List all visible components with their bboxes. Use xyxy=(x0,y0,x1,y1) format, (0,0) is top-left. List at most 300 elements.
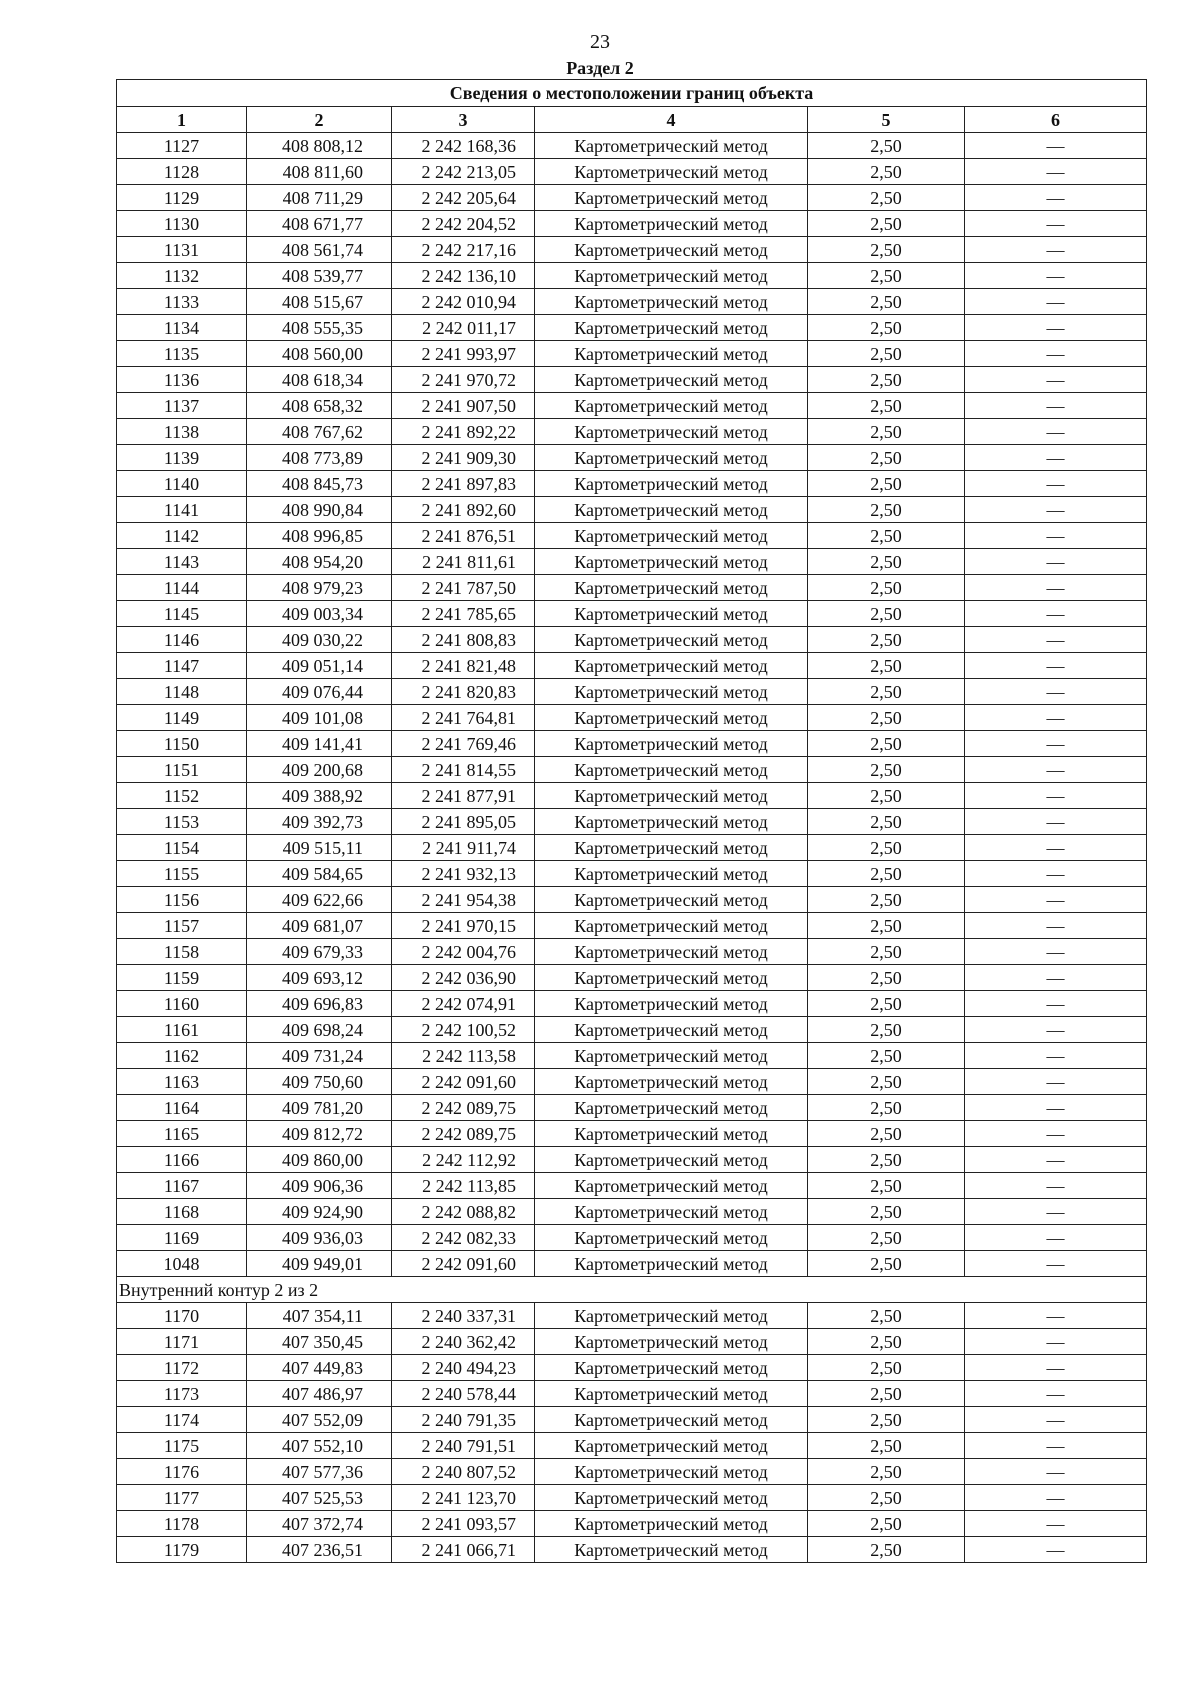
x-coordinate-cell: 407 525,53 xyxy=(247,1485,392,1511)
point-number-cell: 1159 xyxy=(117,965,247,991)
method-cell: Картометрический метод xyxy=(535,809,808,835)
method-cell: Картометрический метод xyxy=(535,1433,808,1459)
table-row xyxy=(117,1069,1147,1095)
description-cell: — xyxy=(965,1537,1147,1563)
table-row xyxy=(117,1511,1147,1537)
y-coordinate-cell: 2 241 785,65 xyxy=(392,601,535,627)
description-cell: — xyxy=(965,1433,1147,1459)
description-cell: — xyxy=(965,289,1147,315)
y-coordinate-cell: 2 242 213,05 xyxy=(392,159,535,185)
description-cell: — xyxy=(965,575,1147,601)
point-number-cell: 1166 xyxy=(117,1147,247,1173)
y-coordinate-cell: 2 241 814,55 xyxy=(392,757,535,783)
point-number-cell: 1167 xyxy=(117,1173,247,1199)
accuracy-cell: 2,50 xyxy=(808,835,965,861)
accuracy-cell: 2,50 xyxy=(808,1381,965,1407)
method-cell: Картометрический метод xyxy=(535,1511,808,1537)
x-coordinate-cell: 409 515,11 xyxy=(247,835,392,861)
point-number-cell: 1135 xyxy=(117,341,247,367)
point-number-cell: 1136 xyxy=(117,367,247,393)
point-number-cell: 1129 xyxy=(117,185,247,211)
point-number-cell: 1144 xyxy=(117,575,247,601)
method-cell: Картометрический метод xyxy=(535,367,808,393)
x-coordinate-cell: 409 051,14 xyxy=(247,653,392,679)
description-cell: — xyxy=(965,965,1147,991)
description-cell: — xyxy=(965,939,1147,965)
point-number-cell: 1146 xyxy=(117,627,247,653)
point-number-cell: 1127 xyxy=(117,133,247,159)
y-coordinate-cell: 2 241 808,83 xyxy=(392,627,535,653)
table-row xyxy=(117,783,1147,809)
method-cell: Картометрический метод xyxy=(535,887,808,913)
accuracy-cell: 2,50 xyxy=(808,367,965,393)
method-cell: Картометрический метод xyxy=(535,757,808,783)
method-cell: Картометрический метод xyxy=(535,783,808,809)
point-number-cell: 1174 xyxy=(117,1407,247,1433)
table-row xyxy=(117,1459,1147,1485)
accuracy-cell: 2,50 xyxy=(808,679,965,705)
x-coordinate-cell: 408 996,85 xyxy=(247,523,392,549)
description-cell: — xyxy=(965,1121,1147,1147)
y-coordinate-cell: 2 242 100,52 xyxy=(392,1017,535,1043)
point-number-cell: 1138 xyxy=(117,419,247,445)
description-cell: — xyxy=(965,991,1147,1017)
description-cell: — xyxy=(965,809,1147,835)
method-cell: Картометрический метод xyxy=(535,653,808,679)
y-coordinate-cell: 2 240 791,35 xyxy=(392,1407,535,1433)
table-body xyxy=(117,133,1147,1563)
y-coordinate-cell: 2 242 205,64 xyxy=(392,185,535,211)
method-cell: Картометрический метод xyxy=(535,861,808,887)
table-row xyxy=(117,1303,1147,1329)
method-cell: Картометрический метод xyxy=(535,1303,808,1329)
y-coordinate-cell: 2 242 168,36 xyxy=(392,133,535,159)
y-coordinate-cell: 2 242 082,33 xyxy=(392,1225,535,1251)
page-number: 23 xyxy=(590,31,610,53)
table-row xyxy=(117,731,1147,757)
y-coordinate-cell: 2 240 494,23 xyxy=(392,1355,535,1381)
accuracy-cell: 2,50 xyxy=(808,263,965,289)
y-coordinate-cell: 2 242 112,92 xyxy=(392,1147,535,1173)
point-number-cell: 1163 xyxy=(117,1069,247,1095)
y-coordinate-cell: 2 241 911,74 xyxy=(392,835,535,861)
description-cell: — xyxy=(965,913,1147,939)
x-coordinate-cell: 409 936,03 xyxy=(247,1225,392,1251)
table-row xyxy=(117,445,1147,471)
y-coordinate-cell: 2 241 892,22 xyxy=(392,419,535,445)
description-cell: — xyxy=(965,211,1147,237)
x-coordinate-cell: 408 658,32 xyxy=(247,393,392,419)
description-cell: — xyxy=(965,601,1147,627)
y-coordinate-cell: 2 242 088,82 xyxy=(392,1199,535,1225)
table-row xyxy=(117,1329,1147,1355)
description-cell: — xyxy=(965,315,1147,341)
method-cell: Картометрический метод xyxy=(535,1147,808,1173)
point-number-cell: 1145 xyxy=(117,601,247,627)
y-coordinate-cell: 2 241 954,38 xyxy=(392,887,535,913)
point-number-cell: 1157 xyxy=(117,913,247,939)
y-coordinate-cell: 2 241 093,57 xyxy=(392,1511,535,1537)
accuracy-cell: 2,50 xyxy=(808,1095,965,1121)
accuracy-cell: 2,50 xyxy=(808,1225,965,1251)
table-row xyxy=(117,1355,1147,1381)
x-coordinate-cell: 409 076,44 xyxy=(247,679,392,705)
y-coordinate-cell: 2 241 907,50 xyxy=(392,393,535,419)
y-coordinate-cell: 2 242 113,85 xyxy=(392,1173,535,1199)
y-coordinate-cell: 2 240 362,42 xyxy=(392,1329,535,1355)
x-coordinate-cell: 408 990,84 xyxy=(247,497,392,523)
method-cell: Картометрический метод xyxy=(535,1017,808,1043)
x-coordinate-cell: 409 750,60 xyxy=(247,1069,392,1095)
x-coordinate-cell: 409 949,01 xyxy=(247,1251,392,1277)
x-coordinate-cell: 408 767,62 xyxy=(247,419,392,445)
x-coordinate-cell: 407 350,45 xyxy=(247,1329,392,1355)
description-cell: — xyxy=(965,835,1147,861)
accuracy-cell: 2,50 xyxy=(808,939,965,965)
point-number-cell: 1169 xyxy=(117,1225,247,1251)
table-row xyxy=(117,1537,1147,1563)
table-row xyxy=(117,185,1147,211)
description-cell: — xyxy=(965,653,1147,679)
method-cell: Картометрический метод xyxy=(535,1121,808,1147)
table-row xyxy=(117,1147,1147,1173)
description-cell: — xyxy=(965,1407,1147,1433)
table-row xyxy=(117,237,1147,263)
method-cell: Картометрический метод xyxy=(535,523,808,549)
accuracy-cell: 2,50 xyxy=(808,783,965,809)
point-number-cell: 1148 xyxy=(117,679,247,705)
table-row xyxy=(117,367,1147,393)
table-row xyxy=(117,991,1147,1017)
description-cell: — xyxy=(965,1251,1147,1277)
point-number-cell: 1175 xyxy=(117,1433,247,1459)
x-coordinate-cell: 409 860,00 xyxy=(247,1147,392,1173)
table-row xyxy=(117,549,1147,575)
y-coordinate-cell: 2 241 932,13 xyxy=(392,861,535,887)
description-cell: — xyxy=(965,1459,1147,1485)
point-number-cell: 1132 xyxy=(117,263,247,289)
y-coordinate-cell: 2 242 011,17 xyxy=(392,315,535,341)
x-coordinate-cell: 409 101,08 xyxy=(247,705,392,731)
accuracy-cell: 2,50 xyxy=(808,1433,965,1459)
description-cell: — xyxy=(965,705,1147,731)
y-coordinate-cell: 2 242 004,76 xyxy=(392,939,535,965)
point-number-cell: 1173 xyxy=(117,1381,247,1407)
accuracy-cell: 2,50 xyxy=(808,185,965,211)
x-coordinate-cell: 408 954,20 xyxy=(247,549,392,575)
method-cell: Картометрический метод xyxy=(535,1225,808,1251)
method-cell: Картометрический метод xyxy=(535,913,808,939)
x-coordinate-cell: 409 731,24 xyxy=(247,1043,392,1069)
x-coordinate-cell: 408 539,77 xyxy=(247,263,392,289)
point-number-cell: 1151 xyxy=(117,757,247,783)
description-cell: — xyxy=(965,471,1147,497)
table-row xyxy=(117,393,1147,419)
y-coordinate-cell: 2 241 123,70 xyxy=(392,1485,535,1511)
x-coordinate-cell: 408 618,34 xyxy=(247,367,392,393)
method-cell: Картометрический метод xyxy=(535,731,808,757)
table-row xyxy=(117,679,1147,705)
table-row xyxy=(117,341,1147,367)
description-cell: — xyxy=(965,549,1147,575)
x-coordinate-cell: 409 698,24 xyxy=(247,1017,392,1043)
y-coordinate-cell: 2 241 820,83 xyxy=(392,679,535,705)
y-coordinate-cell: 2 241 993,97 xyxy=(392,341,535,367)
point-number-cell: 1178 xyxy=(117,1511,247,1537)
method-cell: Картометрический метод xyxy=(535,237,808,263)
table-row xyxy=(117,497,1147,523)
x-coordinate-cell: 409 003,34 xyxy=(247,601,392,627)
x-coordinate-cell: 408 671,77 xyxy=(247,211,392,237)
method-cell: Картометрический метод xyxy=(535,497,808,523)
method-cell: Картометрический метод xyxy=(535,341,808,367)
point-number-cell: 1155 xyxy=(117,861,247,887)
description-cell: — xyxy=(965,1069,1147,1095)
y-coordinate-cell: 2 240 578,44 xyxy=(392,1381,535,1407)
description-cell: — xyxy=(965,1225,1147,1251)
point-number-cell: 1133 xyxy=(117,289,247,315)
x-coordinate-cell: 408 773,89 xyxy=(247,445,392,471)
y-coordinate-cell: 2 241 769,46 xyxy=(392,731,535,757)
method-cell: Картометрический метод xyxy=(535,315,808,341)
point-number-cell: 1165 xyxy=(117,1121,247,1147)
description-cell: — xyxy=(965,731,1147,757)
method-cell: Картометрический метод xyxy=(535,1407,808,1433)
description-cell: — xyxy=(965,367,1147,393)
y-coordinate-cell: 2 242 089,75 xyxy=(392,1121,535,1147)
method-cell: Картометрический метод xyxy=(535,211,808,237)
x-coordinate-cell: 408 515,67 xyxy=(247,289,392,315)
method-cell: Картометрический метод xyxy=(535,1069,808,1095)
table-row xyxy=(117,1433,1147,1459)
point-number-cell: 1149 xyxy=(117,705,247,731)
y-coordinate-cell: 2 241 895,05 xyxy=(392,809,535,835)
accuracy-cell: 2,50 xyxy=(808,1199,965,1225)
x-coordinate-cell: 409 392,73 xyxy=(247,809,392,835)
accuracy-cell: 2,50 xyxy=(808,1303,965,1329)
point-number-cell: 1153 xyxy=(117,809,247,835)
description-cell: — xyxy=(965,783,1147,809)
accuracy-cell: 2,50 xyxy=(808,1251,965,1277)
x-coordinate-cell: 407 449,83 xyxy=(247,1355,392,1381)
table-row xyxy=(117,159,1147,185)
table-row xyxy=(117,627,1147,653)
point-number-cell: 1172 xyxy=(117,1355,247,1381)
table-row xyxy=(117,757,1147,783)
accuracy-cell: 2,50 xyxy=(808,1329,965,1355)
y-coordinate-cell: 2 241 811,61 xyxy=(392,549,535,575)
column-header-5: 5 xyxy=(808,107,965,133)
x-coordinate-cell: 408 979,23 xyxy=(247,575,392,601)
group-label-row xyxy=(117,1277,1147,1303)
table-row xyxy=(117,1485,1147,1511)
point-number-cell: 1142 xyxy=(117,523,247,549)
description-cell: — xyxy=(965,263,1147,289)
point-number-cell: 1177 xyxy=(117,1485,247,1511)
x-coordinate-cell: 407 236,51 xyxy=(247,1537,392,1563)
method-cell: Картометрический метод xyxy=(535,133,808,159)
accuracy-cell: 2,50 xyxy=(808,315,965,341)
description-cell: — xyxy=(965,1381,1147,1407)
method-cell: Картометрический метод xyxy=(535,419,808,445)
column-header-2: 2 xyxy=(247,107,392,133)
accuracy-cell: 2,50 xyxy=(808,1485,965,1511)
y-coordinate-cell: 2 242 036,90 xyxy=(392,965,535,991)
accuracy-cell: 2,50 xyxy=(808,237,965,263)
accuracy-cell: 2,50 xyxy=(808,211,965,237)
y-coordinate-cell: 2 241 877,91 xyxy=(392,783,535,809)
accuracy-cell: 2,50 xyxy=(808,1017,965,1043)
y-coordinate-cell: 2 241 897,83 xyxy=(392,471,535,497)
accuracy-cell: 2,50 xyxy=(808,757,965,783)
x-coordinate-cell: 409 681,07 xyxy=(247,913,392,939)
point-number-cell: 1137 xyxy=(117,393,247,419)
y-coordinate-cell: 2 241 066,71 xyxy=(392,1537,535,1563)
description-cell: — xyxy=(965,1147,1147,1173)
point-number-cell: 1156 xyxy=(117,887,247,913)
x-coordinate-cell: 409 200,68 xyxy=(247,757,392,783)
point-number-cell: 1134 xyxy=(117,315,247,341)
accuracy-cell: 2,50 xyxy=(808,731,965,757)
table-row xyxy=(117,887,1147,913)
method-cell: Картометрический метод xyxy=(535,1355,808,1381)
column-header-1: 1 xyxy=(117,107,247,133)
table-row xyxy=(117,1225,1147,1251)
point-number-cell: 1140 xyxy=(117,471,247,497)
method-cell: Картометрический метод xyxy=(535,185,808,211)
table-row xyxy=(117,1251,1147,1277)
point-number-cell: 1131 xyxy=(117,237,247,263)
description-cell: — xyxy=(965,393,1147,419)
accuracy-cell: 2,50 xyxy=(808,627,965,653)
table-row xyxy=(117,1173,1147,1199)
point-number-cell: 1143 xyxy=(117,549,247,575)
table-row xyxy=(117,861,1147,887)
y-coordinate-cell: 2 240 791,51 xyxy=(392,1433,535,1459)
table-row xyxy=(117,601,1147,627)
point-number-cell: 1170 xyxy=(117,1303,247,1329)
x-coordinate-cell: 408 811,60 xyxy=(247,159,392,185)
method-cell: Картометрический метод xyxy=(535,965,808,991)
accuracy-cell: 2,50 xyxy=(808,471,965,497)
x-coordinate-cell: 407 577,36 xyxy=(247,1459,392,1485)
accuracy-cell: 2,50 xyxy=(808,1537,965,1563)
accuracy-cell: 2,50 xyxy=(808,965,965,991)
group-label: Внутренний контур 2 из 2 xyxy=(117,1277,1147,1303)
accuracy-cell: 2,50 xyxy=(808,991,965,1017)
accuracy-cell: 2,50 xyxy=(808,861,965,887)
method-cell: Картометрический метод xyxy=(535,705,808,731)
table-row xyxy=(117,1199,1147,1225)
column-header-4: 4 xyxy=(535,107,808,133)
method-cell: Картометрический метод xyxy=(535,939,808,965)
y-coordinate-cell: 2 242 074,91 xyxy=(392,991,535,1017)
description-cell: — xyxy=(965,159,1147,185)
x-coordinate-cell: 409 030,22 xyxy=(247,627,392,653)
x-coordinate-cell: 409 696,83 xyxy=(247,991,392,1017)
accuracy-cell: 2,50 xyxy=(808,887,965,913)
description-cell: — xyxy=(965,887,1147,913)
x-coordinate-cell: 409 693,12 xyxy=(247,965,392,991)
method-cell: Картометрический метод xyxy=(535,1251,808,1277)
table-row xyxy=(117,575,1147,601)
x-coordinate-cell: 409 584,65 xyxy=(247,861,392,887)
accuracy-cell: 2,50 xyxy=(808,1121,965,1147)
description-cell: — xyxy=(965,1199,1147,1225)
y-coordinate-cell: 2 242 136,10 xyxy=(392,263,535,289)
method-cell: Картометрический метод xyxy=(535,1095,808,1121)
method-cell: Картометрический метод xyxy=(535,835,808,861)
description-cell: — xyxy=(965,1485,1147,1511)
accuracy-cell: 2,50 xyxy=(808,445,965,471)
x-coordinate-cell: 407 552,10 xyxy=(247,1433,392,1459)
x-coordinate-cell: 408 555,35 xyxy=(247,315,392,341)
x-coordinate-cell: 408 561,74 xyxy=(247,237,392,263)
table-caption: Сведения о местоположении границ объекта xyxy=(117,80,1147,107)
column-header-3: 3 xyxy=(392,107,535,133)
method-cell: Картометрический метод xyxy=(535,575,808,601)
accuracy-cell: 2,50 xyxy=(808,393,965,419)
y-coordinate-cell: 2 241 764,81 xyxy=(392,705,535,731)
point-number-cell: 1147 xyxy=(117,653,247,679)
description-cell: — xyxy=(965,1043,1147,1069)
method-cell: Картометрический метод xyxy=(535,471,808,497)
table-row xyxy=(117,289,1147,315)
description-cell: — xyxy=(965,1303,1147,1329)
y-coordinate-cell: 2 240 337,31 xyxy=(392,1303,535,1329)
method-cell: Картометрический метод xyxy=(535,445,808,471)
accuracy-cell: 2,50 xyxy=(808,575,965,601)
x-coordinate-cell: 409 781,20 xyxy=(247,1095,392,1121)
x-coordinate-cell: 409 906,36 xyxy=(247,1173,392,1199)
point-number-cell: 1139 xyxy=(117,445,247,471)
point-number-cell: 1141 xyxy=(117,497,247,523)
y-coordinate-cell: 2 241 876,51 xyxy=(392,523,535,549)
accuracy-cell: 2,50 xyxy=(808,1173,965,1199)
description-cell: — xyxy=(965,1355,1147,1381)
y-coordinate-cell: 2 242 089,75 xyxy=(392,1095,535,1121)
x-coordinate-cell: 407 552,09 xyxy=(247,1407,392,1433)
method-cell: Картометрический метод xyxy=(535,1459,808,1485)
point-number-cell: 1171 xyxy=(117,1329,247,1355)
accuracy-cell: 2,50 xyxy=(808,809,965,835)
description-cell: — xyxy=(965,1017,1147,1043)
method-cell: Картометрический метод xyxy=(535,159,808,185)
accuracy-cell: 2,50 xyxy=(808,549,965,575)
y-coordinate-cell: 2 242 091,60 xyxy=(392,1069,535,1095)
point-number-cell: 1150 xyxy=(117,731,247,757)
x-coordinate-cell: 408 560,00 xyxy=(247,341,392,367)
description-cell: — xyxy=(965,497,1147,523)
table-row xyxy=(117,1095,1147,1121)
point-number-cell: 1164 xyxy=(117,1095,247,1121)
table-row xyxy=(117,1017,1147,1043)
x-coordinate-cell: 408 711,29 xyxy=(247,185,392,211)
y-coordinate-cell: 2 240 807,52 xyxy=(392,1459,535,1485)
accuracy-cell: 2,50 xyxy=(808,341,965,367)
y-coordinate-cell: 2 241 970,15 xyxy=(392,913,535,939)
method-cell: Картометрический метод xyxy=(535,393,808,419)
y-coordinate-cell: 2 242 113,58 xyxy=(392,1043,535,1069)
column-header-6: 6 xyxy=(965,107,1147,133)
table-row xyxy=(117,1043,1147,1069)
method-cell: Картометрический метод xyxy=(535,627,808,653)
method-cell: Картометрический метод xyxy=(535,1043,808,1069)
table-row xyxy=(117,471,1147,497)
table-row xyxy=(117,965,1147,991)
x-coordinate-cell: 408 808,12 xyxy=(247,133,392,159)
accuracy-cell: 2,50 xyxy=(808,497,965,523)
